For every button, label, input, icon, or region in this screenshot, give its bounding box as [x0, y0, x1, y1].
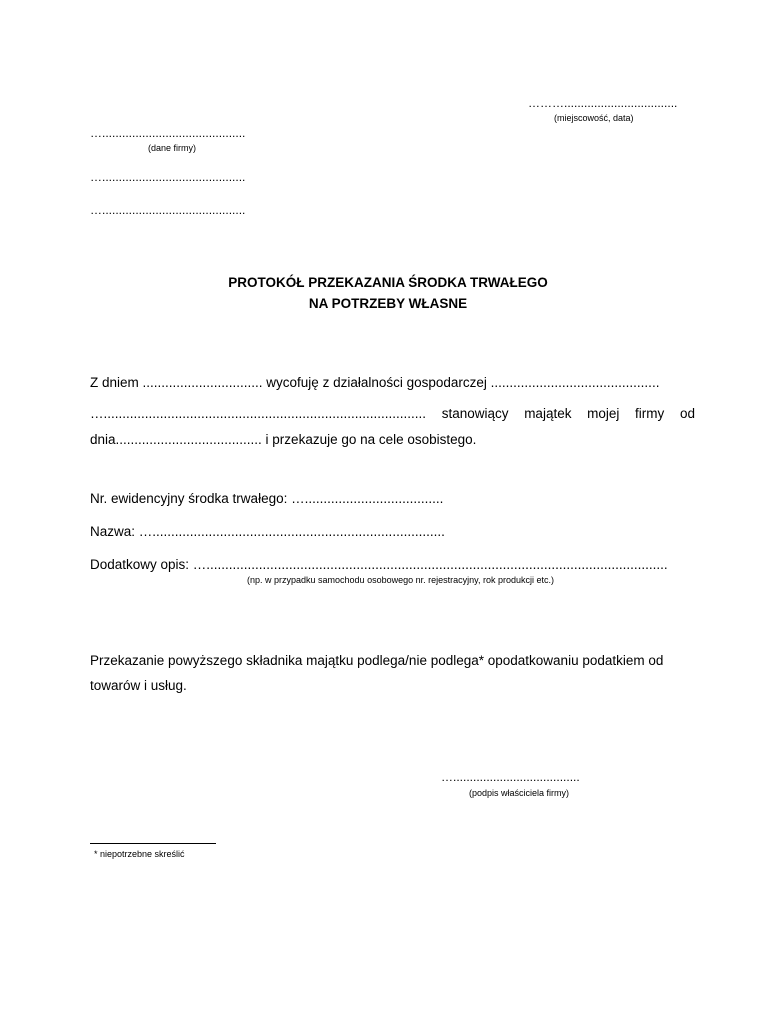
- footnote-text: * niepotrzebne skreślić: [94, 849, 185, 859]
- company-caption: (dane firmy): [148, 143, 197, 153]
- vat-statement-line-1: Przekazanie powyższego składnika majątku podlega/nie podlega* opodatkowaniu podatkiem od: [90, 653, 664, 668]
- vat-statement-line-2: towarów i usług.: [90, 678, 187, 693]
- asset-name-field: Nazwa: …..............................................................................: [90, 524, 445, 539]
- document-title-line-1: PROTOKÓŁ PRZEKAZANIA ŚRODKA TRWAŁEGO: [228, 275, 548, 290]
- place-date-caption: (miejscowość, data): [554, 113, 634, 123]
- asset-description-word: stanowiący: [441, 406, 509, 421]
- asset-description-word: od: [679, 406, 695, 421]
- document-title-line-2: NA POTRZEBY WŁASNE: [308, 296, 468, 311]
- signature-line: …......................................: [441, 770, 580, 784]
- company-line-1: …...........................................: [90, 126, 246, 140]
- asset-description-word: …......................................................................................: [90, 406, 427, 421]
- company-line-3: …...........................................: [90, 203, 246, 217]
- asset-description-line: [90, 406, 695, 421]
- extra-description-field: Dodatkowy opis: …...........................................................................................................................: [90, 557, 668, 572]
- place-date-line: ………..................................: [528, 96, 678, 110]
- inventory-number-field: Nr. ewidencyjny środka trwałego: ….....................................: [90, 491, 444, 506]
- company-line-2: …...........................................: [90, 170, 246, 184]
- asset-description-word: mojej: [587, 406, 620, 421]
- signature-caption: (podpis właściciela firmy): [469, 788, 570, 798]
- asset-description-word: firmy: [635, 406, 665, 421]
- footnote-separator: [90, 843, 216, 844]
- asset-description-word: majątek: [524, 406, 572, 421]
- transfer-date-line: dnia....................................... i przekazuje go na cele osobistego.: [90, 432, 477, 447]
- extra-description-hint: (np. w przypadku samochodu osobowego nr. rejestracyjny, rok produkcji etc.): [247, 575, 554, 585]
- withdrawal-date-line: Z dniem ................................ wycofuję z działalności gospodarczej .............................................: [90, 375, 660, 390]
